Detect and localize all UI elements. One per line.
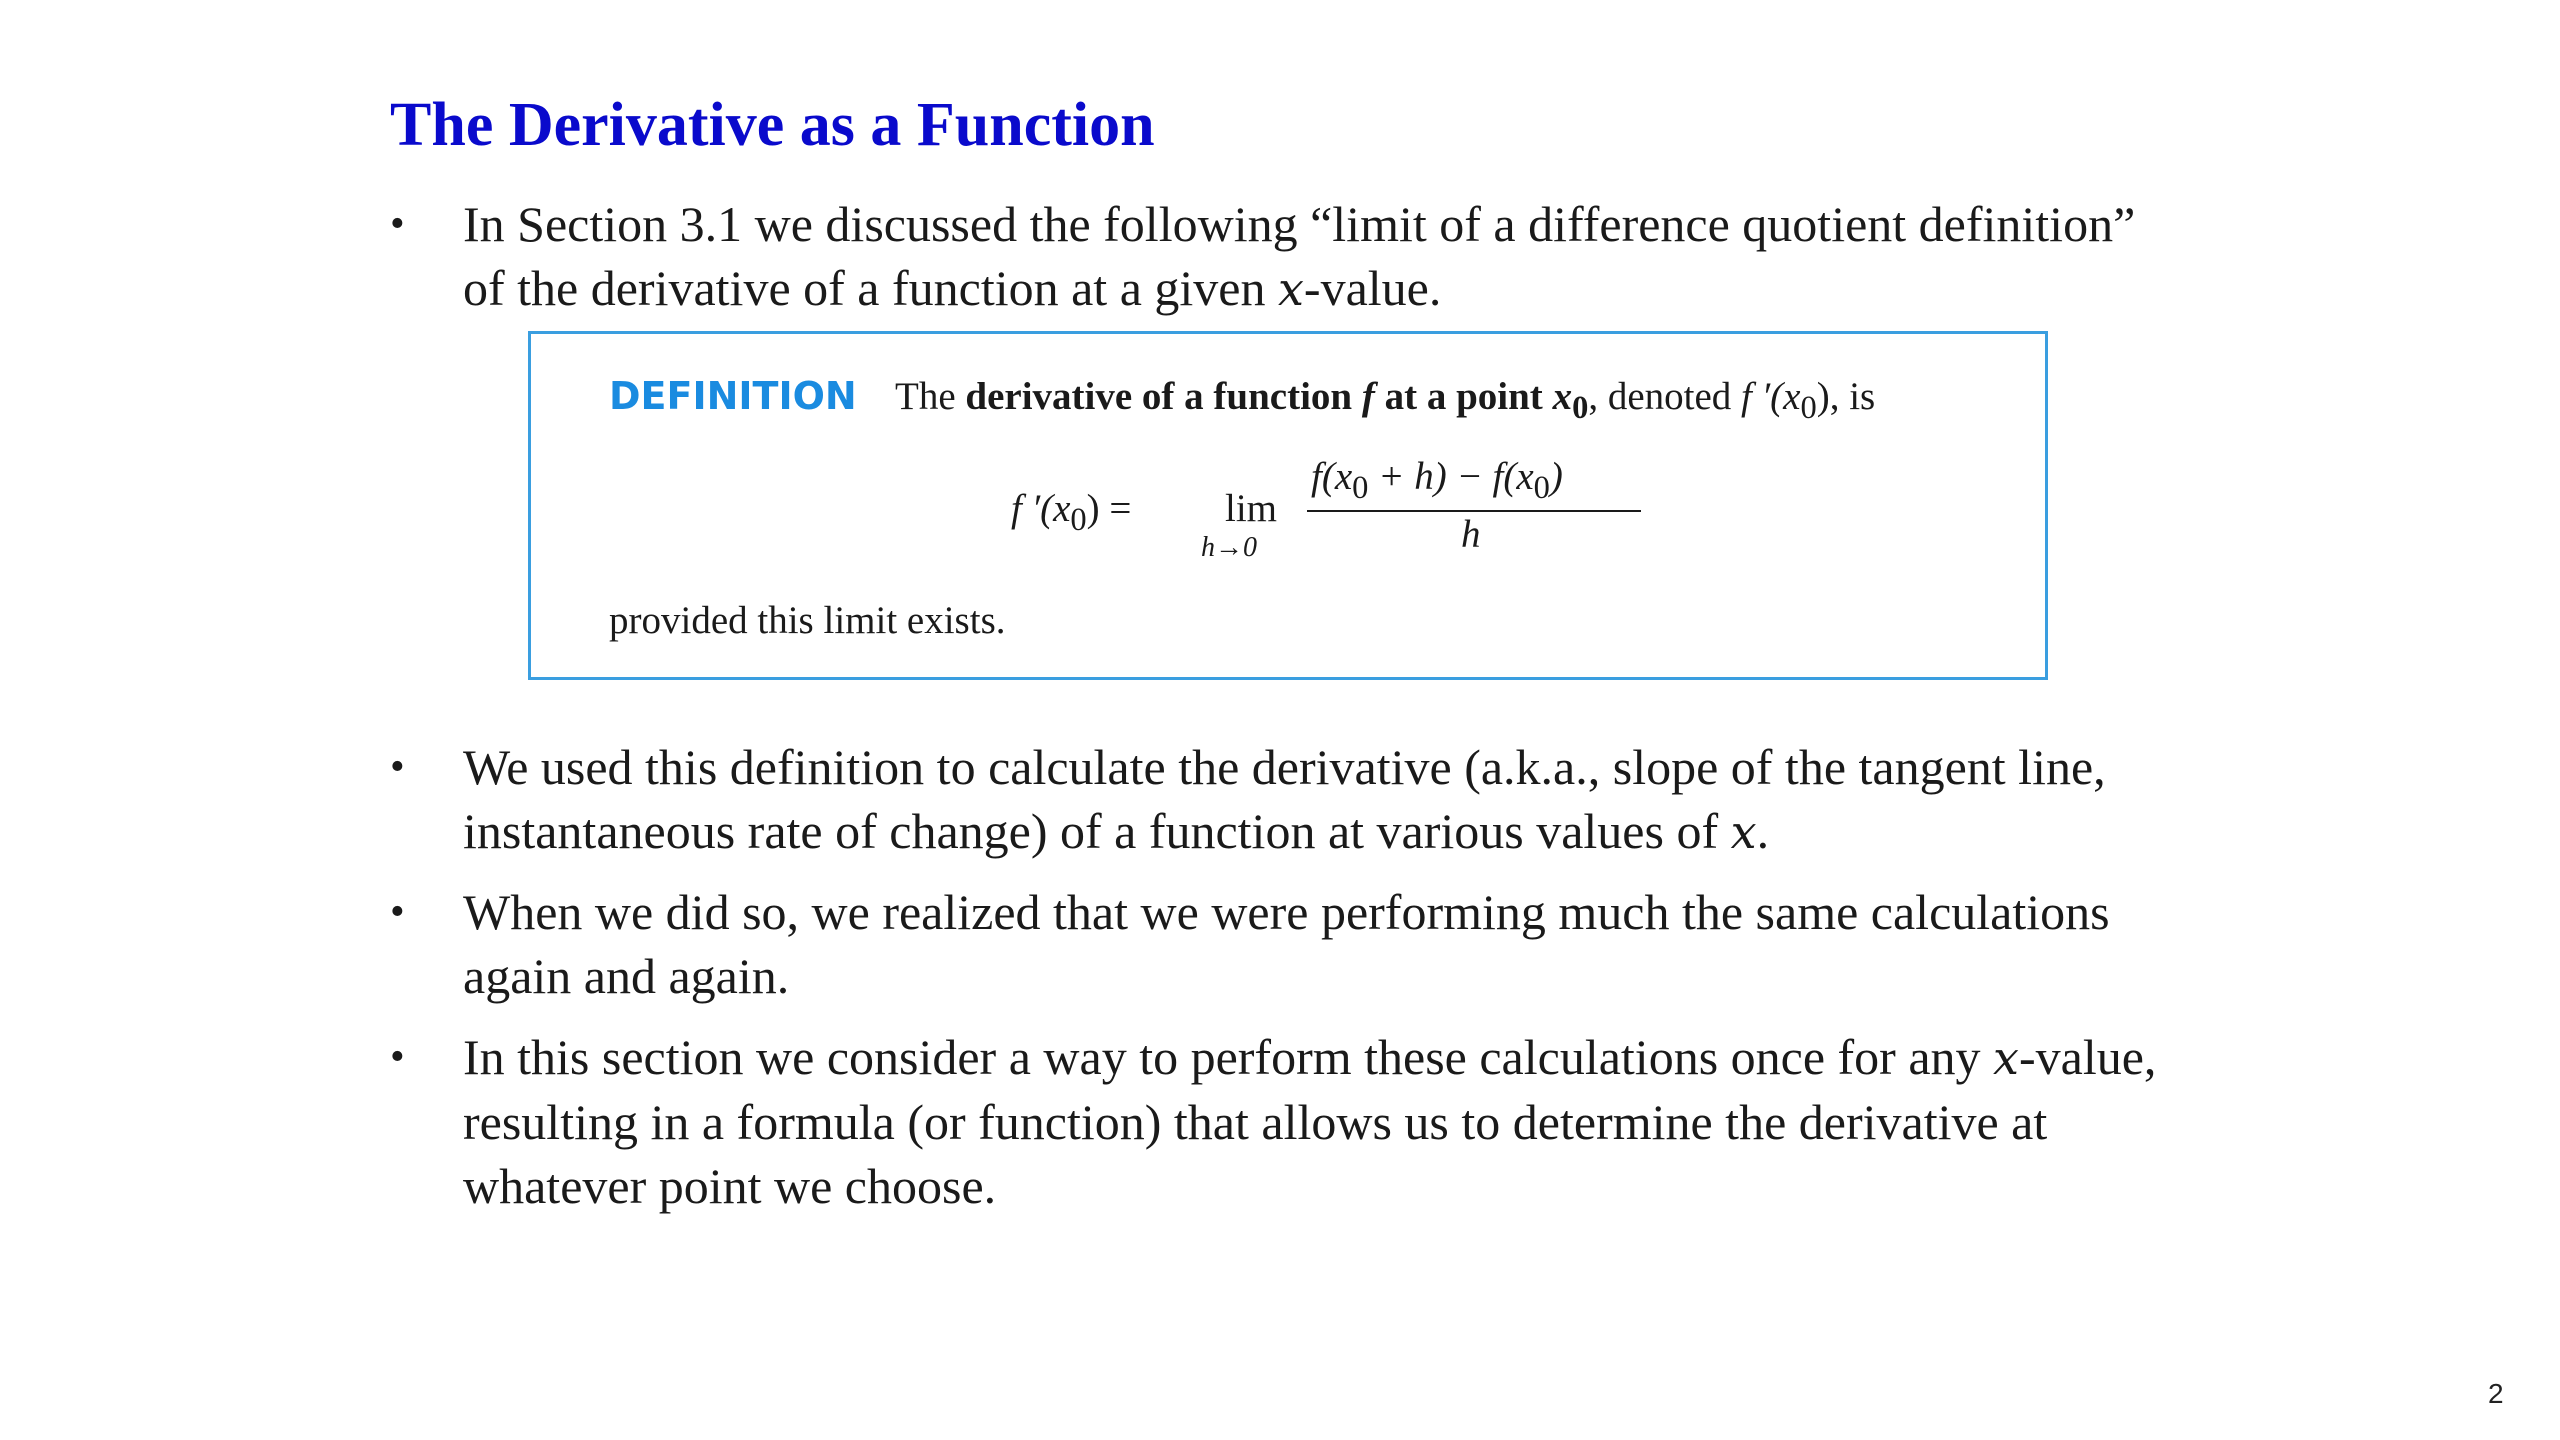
formula-num-part: ) bbox=[1549, 455, 1563, 498]
definition-term-text: derivative of a function bbox=[965, 375, 1362, 418]
formula-num-subscript: 0 bbox=[1352, 469, 1369, 506]
definition-fprime: f ′ bbox=[1741, 375, 1771, 418]
definition-footer: provided this limit exists. bbox=[609, 599, 1006, 642]
definition-text: , denoted bbox=[1588, 375, 1742, 418]
bullet-text-part: . bbox=[1756, 803, 1770, 859]
bullet-text bbox=[463, 192, 2170, 321]
formula-denominator: h bbox=[1461, 513, 1481, 556]
definition-subscript: 0 bbox=[1800, 389, 1817, 426]
formula-num-part: + h) − f(x bbox=[1368, 455, 1534, 498]
definition-box bbox=[528, 331, 2048, 680]
definition-term-subscript: 0 bbox=[1572, 389, 1589, 426]
bullet-marker: • bbox=[390, 201, 405, 247]
math-variable: x bbox=[1993, 1031, 2019, 1085]
formula-num-subscript: 0 bbox=[1533, 469, 1550, 506]
bullet-item bbox=[390, 1025, 2170, 1218]
derivative-formula bbox=[1011, 454, 1711, 564]
math-variable: x bbox=[1277, 262, 1304, 316]
definition-text: The bbox=[895, 375, 966, 418]
formula-numerator bbox=[1311, 454, 1563, 507]
definition-term-text: at a point bbox=[1374, 375, 1553, 418]
bullet-text bbox=[463, 735, 2170, 864]
formula-lim-subscript bbox=[1201, 532, 1257, 564]
page-number: 2 bbox=[2488, 1378, 2504, 1409]
definition-text: ), is bbox=[1816, 375, 1876, 418]
bullet-text bbox=[463, 1025, 2170, 1218]
formula-lhs-subscript: 0 bbox=[1070, 501, 1087, 538]
definition-term bbox=[965, 375, 1589, 426]
bullet-item bbox=[390, 880, 2170, 1008]
bullet-text-part: We used this definition to calculate the derivative (a.k.a., slope of the tangent line, instantaneous rate of change) of a function at various values of bbox=[463, 739, 2106, 859]
slide-title: The Derivative as a Function bbox=[390, 91, 1155, 159]
math-variable: x bbox=[1730, 805, 1757, 859]
bullet-text-part: In this section we consider a way to perform these calculations once for any bbox=[463, 1029, 1994, 1085]
bullet-marker: • bbox=[390, 744, 405, 790]
formula-lim-subscript-text: h→0 bbox=[1201, 532, 1257, 563]
definition-label: DEFINITION bbox=[609, 374, 857, 418]
definition-paren: (x bbox=[1770, 375, 1801, 418]
formula-lim: lim bbox=[1224, 487, 1277, 530]
bullet-text: When we did so, we realized that we were performing much the same calculations again and again. bbox=[463, 884, 2110, 1004]
bullet-text-part: -value, resulting in a formula (or function) that allows us to determine the derivative at whatever point we choose. bbox=[463, 1029, 2157, 1214]
definition-sentence bbox=[895, 374, 1875, 428]
formula-lhs-f: f ′(x bbox=[1011, 487, 1071, 530]
bullet-item bbox=[390, 192, 2170, 321]
bullet-text-part: In Section 3.1 we discussed the following “limit of a difference quotient definition” of the derivative of a function at a given bbox=[463, 196, 2136, 316]
formula-num-part: f(x bbox=[1311, 455, 1353, 498]
definition-term-f: f bbox=[1361, 375, 1375, 418]
formula-lhs bbox=[1011, 486, 1131, 539]
bullet-marker: • bbox=[390, 1034, 405, 1080]
definition-term-x: x bbox=[1552, 375, 1573, 418]
bullet-text-part: -value. bbox=[1303, 260, 1442, 316]
bullet-item bbox=[390, 735, 2170, 864]
bullet-marker: • bbox=[390, 889, 405, 935]
formula-lhs-end: ) = bbox=[1086, 487, 1132, 530]
